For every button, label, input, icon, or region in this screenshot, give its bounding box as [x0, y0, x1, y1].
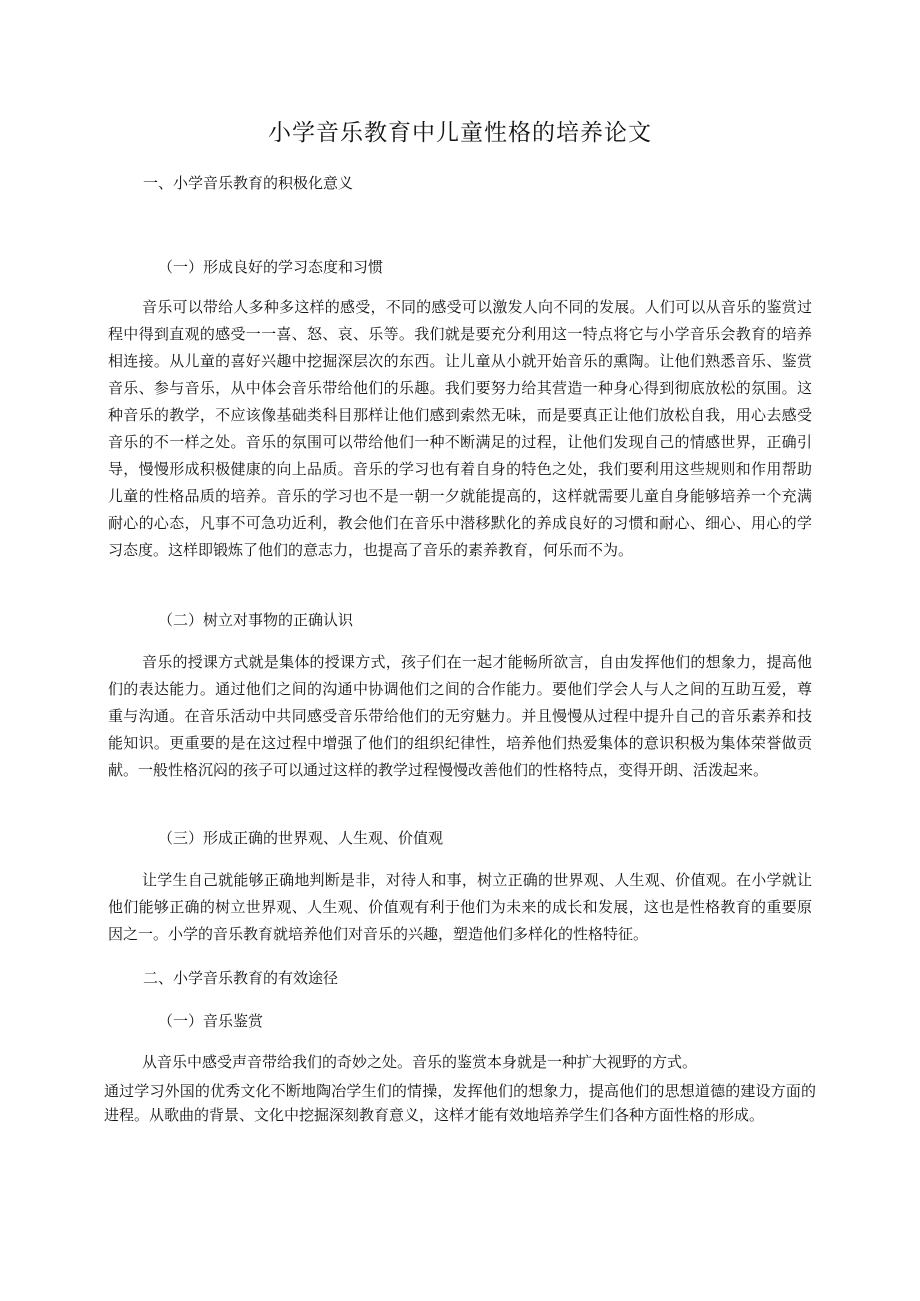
document-title: 小学音乐教育中儿童性格的培养论文	[268, 120, 652, 146]
subsection-1-1-paragraph: 音乐可以带给人多种多这样的感受，不同的感受可以激发人向不同的发展。人们可以从音乐的鉴赏过程中得到直观的感受一一喜、怒、哀、乐等。我们就是要充分利用这一特点将它与小学音乐会教育的培养相连接。从儿童的喜好兴趣中挖掘深层次的东西。让儿童从小就开始音乐的熏陶。让他们熟悉音乐、鉴赏音乐、参与音乐，从中体会音乐带给他们的乐趣。我们要努力给其营造一种身心得到彻底放松的氛围。这种音乐的教学，不应该像基础类科目那样让他们感到索然无味，而是要真正让他们放松自我，用心去感受音乐的不一样之处。音乐的氛围可以带给他们一种不断满足的过程，让他们发现自己的情感世界，正确引导，慢慢形成积极健康的向上品质。音乐的学习也有着自身的特色之处，我们要利用这些规则和作用帮助儿童的性格品质的培养。音乐的学习也不是一朝一夕就能提高的，这样就需要儿童自身能够培养一个充满耐心的心态，凡事不可急功近利，教会他们在音乐中潜移默化的养成良好的习惯和耐心、细心、用心的学习态度。这样即锻炼了他们的意志力，也提高了音乐的素养教育，何乐而不为。	[108, 298, 812, 559]
subsection-2-1-heading: （一）音乐鉴赏	[158, 1012, 264, 1030]
subsection-1-2-heading: （二）树立对事物的正确认识	[158, 611, 354, 629]
subsection-1-2-paragraph: 音乐的授课方式就是集体的授课方式，孩子们在一起才能畅所欲言，自由发挥他们的想象力，提高他们的表达能力。通过他们之间的沟通中协调他们之间的合作能力。要他们学会人与人之间的互助互爱，尊重与沟通。在音乐活动中共同感受音乐带给他们的无穷魅力。并且慢慢从过程中提升自己的音乐素养和技能知识。更重要的是在这过程中增强了他们的组织纪律性，培养他们热爱集体的意识积极为集体荣誉做贡献。一般性格沉闷的孩子可以通过这样的教学过程慢慢改善他们的性格特点，变得开朗、活泼起来。	[108, 653, 812, 779]
section-1-heading: 一、小学音乐教育的积极化意义	[143, 174, 354, 192]
subsection-1-3-paragraph: 让学生自己就能够正确地判断是非，对待人和事，树立正确的世界观、人生观、价值观。在小学就让他们能够正确的树立世界观、人生观、价值观有利于他们为未来的成长和发展，这也是性格教育的重要原因之一。小学的音乐教育就培养他们对音乐的兴趣，塑造他们多样化的性格特征。	[108, 871, 812, 943]
subsection-1-1-heading: （一）形成良好的学习态度和习惯	[158, 258, 384, 276]
subsection-2-1-paragraph-continued: 通过学习外国的优秀文化不断地陶冶学生们的情操，发挥他们的想象力，提高他们的思想道德的建设方面的进程。从歌曲的背景、文化中挖掘深刻教育意义，这样才能有效地培养学生们各种方面性格的形成。	[104, 1082, 816, 1124]
subsection-2-1-paragraph-first-line: 从音乐中感受声音带给我们的奇妙之处。音乐的鉴赏本身就是一种扩大视野的方式。	[142, 1053, 698, 1071]
section-2-heading: 二、小学音乐教育的有效途径	[143, 969, 339, 987]
subsection-1-3-heading: （三）形成正确的世界观、人生观、价值观	[158, 829, 444, 847]
